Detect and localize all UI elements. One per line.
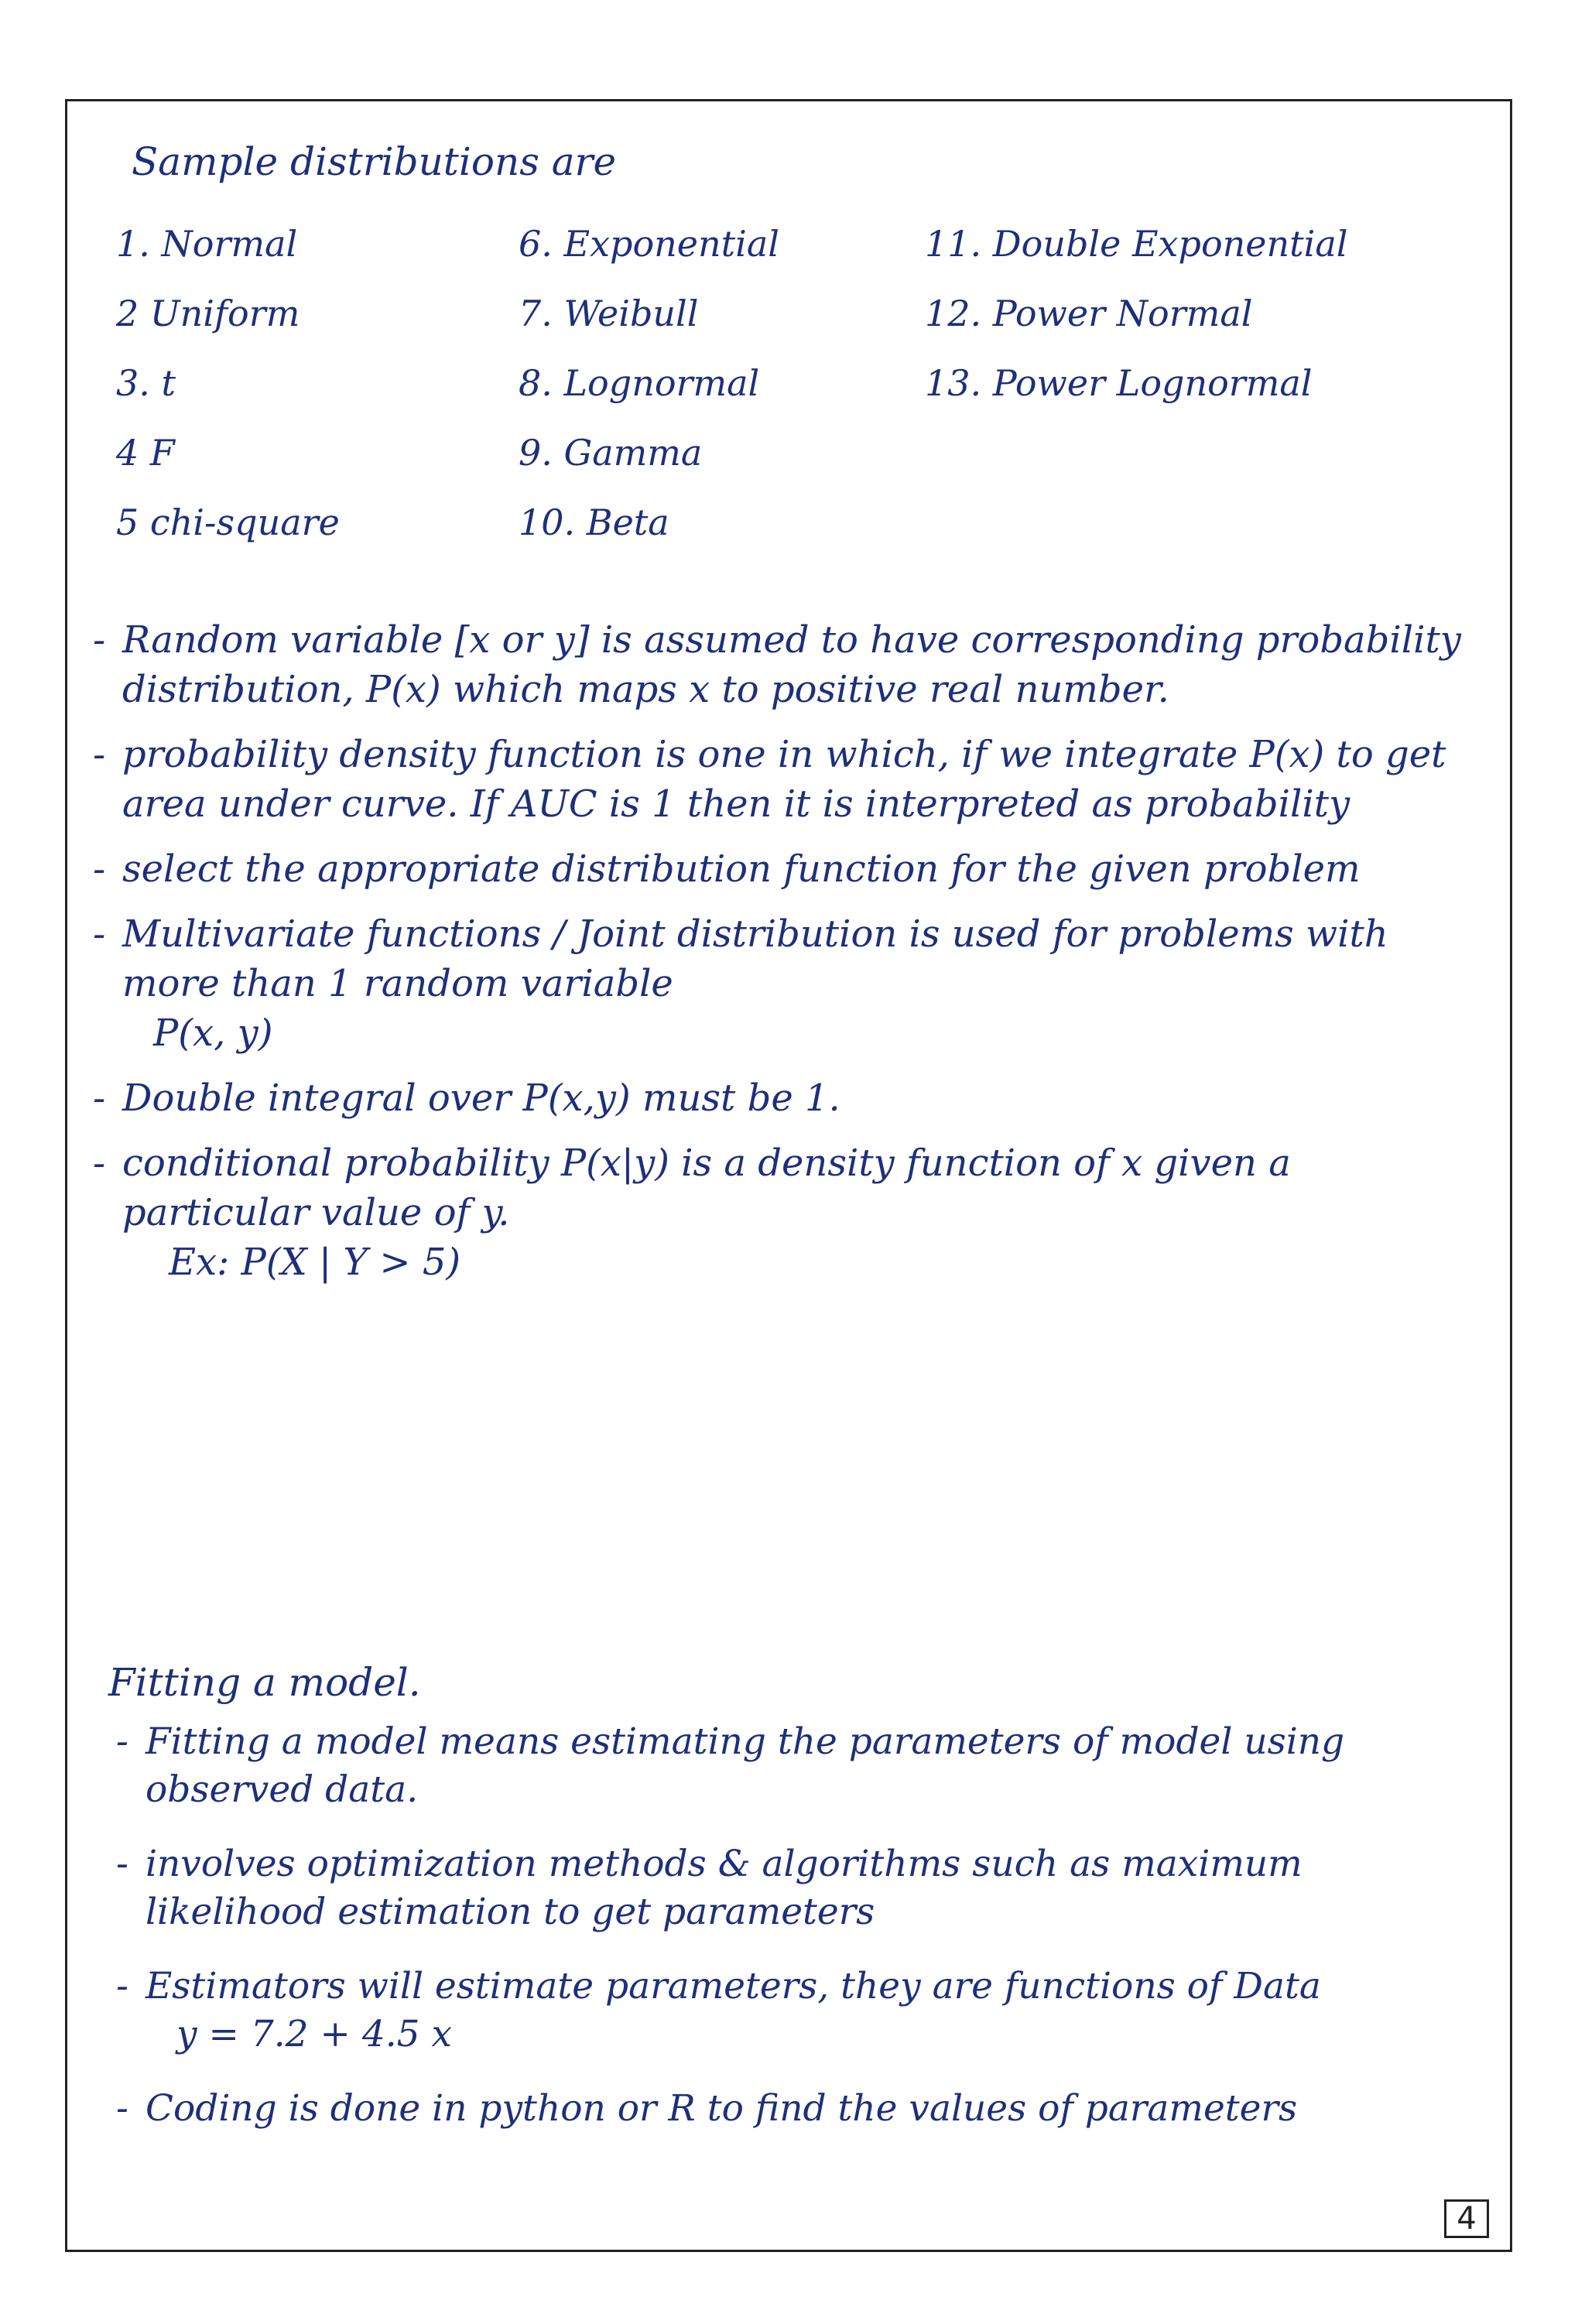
distribution-list-col2 <box>519 209 779 557</box>
list-item: 7. Weibull <box>519 293 699 334</box>
bullet-dash: - <box>116 1965 128 2007</box>
joint-formula: P(x, y) <box>153 1011 273 1055</box>
page-number: 4 <box>1444 2199 1489 2238</box>
distribution-list-col3 <box>925 209 1347 418</box>
note-item <box>116 1718 1463 1814</box>
fitting-section-title: Fitting a model. <box>108 1660 421 1705</box>
note-item <box>116 1840 1463 1936</box>
list-item: 12. Power Normal <box>925 293 1253 334</box>
list-item: 1. Normal <box>116 223 298 265</box>
note-text: Random variable [x or y] is assumed to have corresponding probability distribution, P(x) which maps x to positive real number. <box>122 618 1461 711</box>
note-text: Fitting a model means estimating the parameters of model using observed data. <box>145 1720 1345 1811</box>
list-item: 5 chi-square <box>116 501 340 543</box>
distribution-list-col1 <box>116 209 340 557</box>
note-item <box>116 2085 1463 2133</box>
bullet-dash: - <box>93 1141 106 1185</box>
note-text: Estimators will estimate parameters, they are functions of Data <box>145 1965 1321 2007</box>
note-text: Multivariate functions / Joint distribution is used for problems with more than 1 random variable <box>122 912 1388 1005</box>
note-item <box>93 730 1463 829</box>
list-item: 6. Exponential <box>519 223 779 265</box>
bullet-dash: - <box>116 2087 128 2130</box>
list-item: 8. Lognormal <box>519 362 760 404</box>
fitting-notes-list <box>116 1718 1463 2159</box>
note-text: select the appropriate distribution function for the given problem <box>122 847 1361 891</box>
list-item: 10. Beta <box>519 501 669 543</box>
intro-heading: Sample distributions are <box>132 139 617 184</box>
list-item: 9. Gamma <box>519 432 703 474</box>
note-text: conditional probability P(x|y) is a density function of x given a particular value of y. <box>122 1141 1291 1234</box>
bullet-dash: - <box>93 847 106 891</box>
note-item <box>93 909 1463 1058</box>
bullet-dash: - <box>93 912 106 956</box>
bullet-dash: - <box>116 1720 128 1763</box>
note-item <box>93 1138 1463 1287</box>
list-item: 11. Double Exponential <box>925 223 1348 265</box>
note-item <box>93 1073 1463 1123</box>
note-item <box>93 844 1463 894</box>
note-item <box>116 1963 1463 2059</box>
list-item: 3. t <box>116 362 176 404</box>
bullet-dash: - <box>93 618 106 662</box>
conditional-example: Ex: P(X | Y > 5) <box>169 1241 461 1284</box>
note-text: Coding is done in python or R to find the values of parameters <box>145 2087 1298 2130</box>
note-text: Double integral over P(x,y) must be 1. <box>122 1076 840 1120</box>
note-item <box>93 615 1463 714</box>
bullet-dash: - <box>93 1076 106 1120</box>
bullet-dash: - <box>93 733 106 776</box>
note-text: probability density function is one in which, if we integrate P(x) to get area under curve. If AUC is 1 then it is interpreted as probability <box>122 733 1446 826</box>
list-item: 2 Uniform <box>116 293 300 334</box>
note-text: involves optimization methods & algorithms such as maximum likelihood estimation to get parameters <box>145 1843 1303 1933</box>
list-item: 4 F <box>116 432 175 474</box>
bullet-dash: - <box>116 1843 128 1885</box>
notes-list <box>93 615 1463 1302</box>
estimator-formula: y = 7.2 + 4.5 x <box>176 2013 453 2055</box>
list-item: 13. Power Lognormal <box>925 362 1313 404</box>
